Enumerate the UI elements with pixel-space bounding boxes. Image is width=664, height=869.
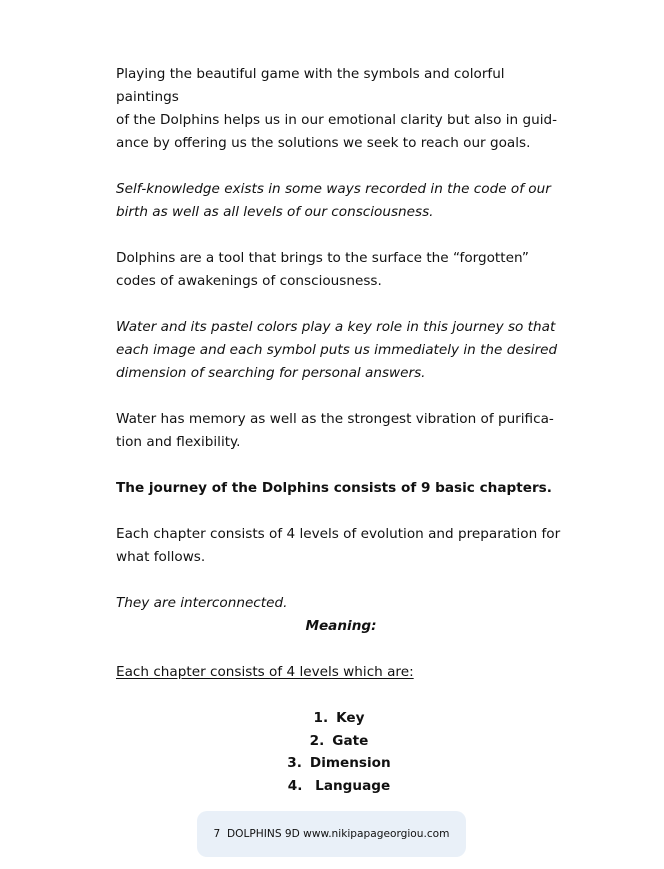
paragraph-dolphins-tool xyxy=(116,247,562,293)
list-item-label: Key xyxy=(336,710,365,726)
list-item xyxy=(116,752,562,775)
list-item-label: Gate xyxy=(332,732,369,749)
list-item xyxy=(116,730,562,753)
page-footer xyxy=(197,811,466,857)
text-line: Water has memory as well as the strongest vibration of purifica- xyxy=(116,411,554,427)
text-line: codes of awakenings of consciousness. xyxy=(116,273,382,289)
paragraph-chapter-levels xyxy=(116,523,562,569)
footer-text: DOLPHINS 9D www.nikipapageorgiou.com xyxy=(227,828,450,840)
meaning-heading: Meaning: xyxy=(305,618,377,634)
paragraph-journey-chapters xyxy=(116,477,562,500)
page-number: 7 xyxy=(213,828,221,840)
text-line: Each chapter consists of 4 levels of evolution and preparation for xyxy=(116,526,561,542)
levels-list xyxy=(116,707,562,797)
text-line: Water and its pastel colors play a key role in this journey so that xyxy=(116,319,556,335)
page-body xyxy=(116,63,562,797)
paragraph-water-colors xyxy=(116,316,562,385)
list-item-label: Language xyxy=(310,777,391,794)
list-item xyxy=(116,775,562,798)
list-item-label: Dimension xyxy=(309,755,391,771)
list-item-number: 3. xyxy=(287,755,302,771)
text-line: what follows. xyxy=(116,549,206,565)
text-line: each image and each symbol puts us immediately in the desired xyxy=(116,342,558,358)
text-line: of the Dolphins helps us in our emotional clarity but also in guid- xyxy=(116,112,558,128)
paragraph-interconnected xyxy=(116,592,562,615)
text-line: ance by offering us the solutions we seek to reach our goals. xyxy=(116,135,531,151)
paragraph-game xyxy=(116,63,562,155)
list-item-number: 2. xyxy=(309,732,325,749)
list-item-number: 1. xyxy=(313,710,329,726)
paragraph-water-memory xyxy=(116,408,562,454)
text-line: The journey of the Dolphins consists of 9 basic chapters. xyxy=(116,480,552,496)
levels-intro-text: Each chapter consists of 4 levels which are: xyxy=(116,664,414,680)
text-line: Dolphins are a tool that brings to the surface the “forgotten” xyxy=(116,250,529,266)
list-item-number: 4. xyxy=(287,777,303,794)
levels-intro xyxy=(116,661,562,684)
text-line: dimension of searching for personal answers. xyxy=(116,365,426,381)
text-line: tion and flexibility. xyxy=(116,434,241,450)
text-line: birth as well as all levels of our consciousness. xyxy=(116,204,434,220)
paragraph-self-knowledge xyxy=(116,178,562,224)
text-line: Playing the beautiful game with the symbols and colorful paintings xyxy=(116,66,505,105)
text-line: Self-knowledge exists in some ways recorded in the code of our xyxy=(116,181,551,197)
text-line: They are interconnected. xyxy=(116,595,288,611)
list-item xyxy=(116,707,562,730)
